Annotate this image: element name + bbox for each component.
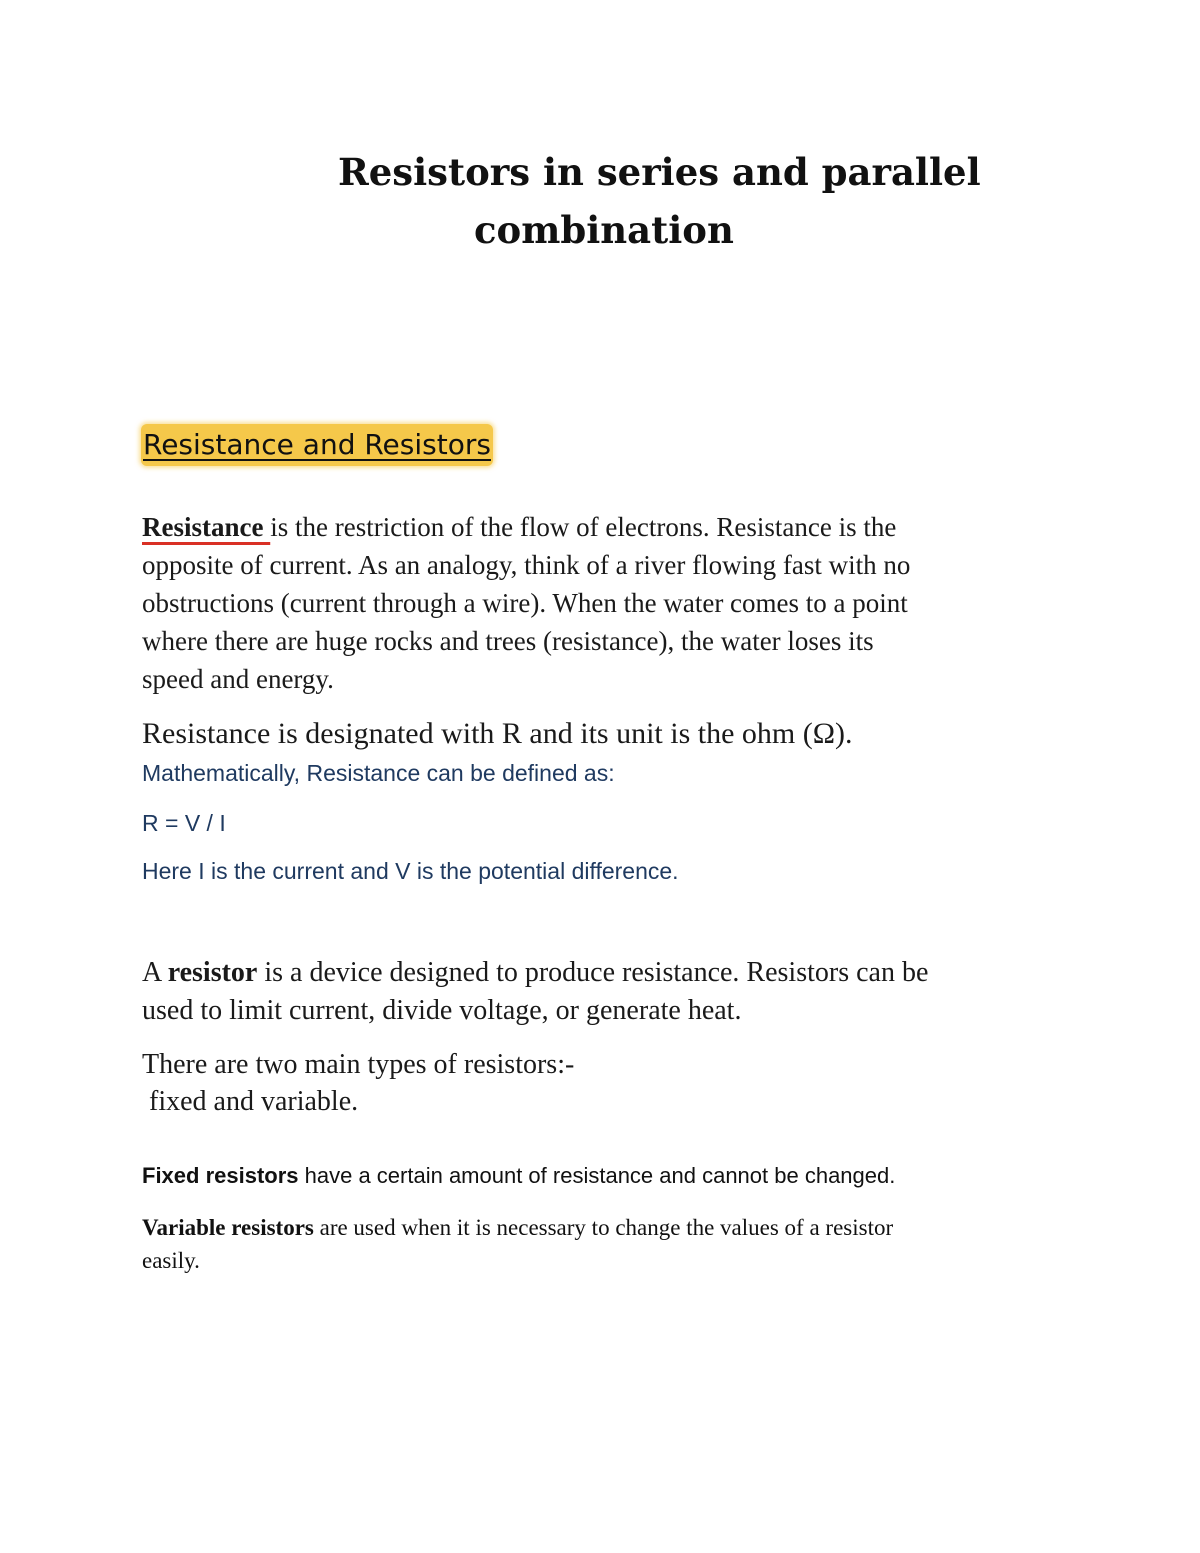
paragraph-line: There are two main types of resistors:- <box>142 1049 575 1080</box>
resistor-types-paragraph <box>142 1046 1062 1120</box>
resistance-unit-paragraph: Resistance is designated with R and its unit is the ohm (Ω). <box>142 717 853 750</box>
paragraph-line: fixed and variable. <box>142 1086 359 1117</box>
resistor-term: resistor <box>167 957 258 988</box>
section-heading: Resistance and Resistors <box>141 424 493 466</box>
paragraph-line: speed and energy. <box>142 664 334 694</box>
variable-resistors-paragraph <box>142 1211 1062 1277</box>
paragraph-line: where there are huge rocks and trees (resistance), the water loses its <box>142 626 874 656</box>
resistance-definition-paragraph <box>142 508 1062 698</box>
paragraph-text: is a device designed to produce resistance. Resistors can be <box>257 957 929 988</box>
paragraph-text: have a certain amount of resistance and cannot be changed. <box>298 1163 896 1188</box>
paragraph-line <box>142 954 1062 992</box>
fixed-resistors-term: Fixed resistors <box>142 1163 299 1188</box>
title-line-1: Resistors in series and parallel <box>338 150 981 194</box>
title-line-2: combination <box>474 208 734 252</box>
paragraph-line <box>142 508 1062 546</box>
paragraph-line: opposite of current. As an analogy, think of a river flowing fast with no <box>142 550 911 580</box>
resistance-term: Resistance <box>142 512 271 542</box>
formula-note: Here I is the current and V is the potential difference. <box>142 858 679 884</box>
variable-resistors-term: Variable resistors <box>142 1215 314 1240</box>
paragraph-text: are used when it is necessary to change the values of a resistor <box>313 1215 894 1240</box>
paragraph-line: obstructions (current through a wire). When the water comes to a point <box>142 588 908 618</box>
paragraph-line <box>142 1211 1062 1244</box>
paragraph-line: used to limit current, divide voltage, or generate heat. <box>142 995 742 1026</box>
paragraph-line: easily. <box>142 1248 200 1273</box>
resistor-definition-paragraph <box>142 954 1062 1030</box>
resistance-formula: R = V / I <box>142 810 226 836</box>
math-intro: Mathematically, Resistance can be defined as: <box>142 760 615 786</box>
paragraph-text: is the restriction of the flow of electrons. Resistance is the <box>270 512 897 542</box>
fixed-resistors-paragraph <box>142 1163 895 1189</box>
paragraph-text: A <box>142 957 168 988</box>
